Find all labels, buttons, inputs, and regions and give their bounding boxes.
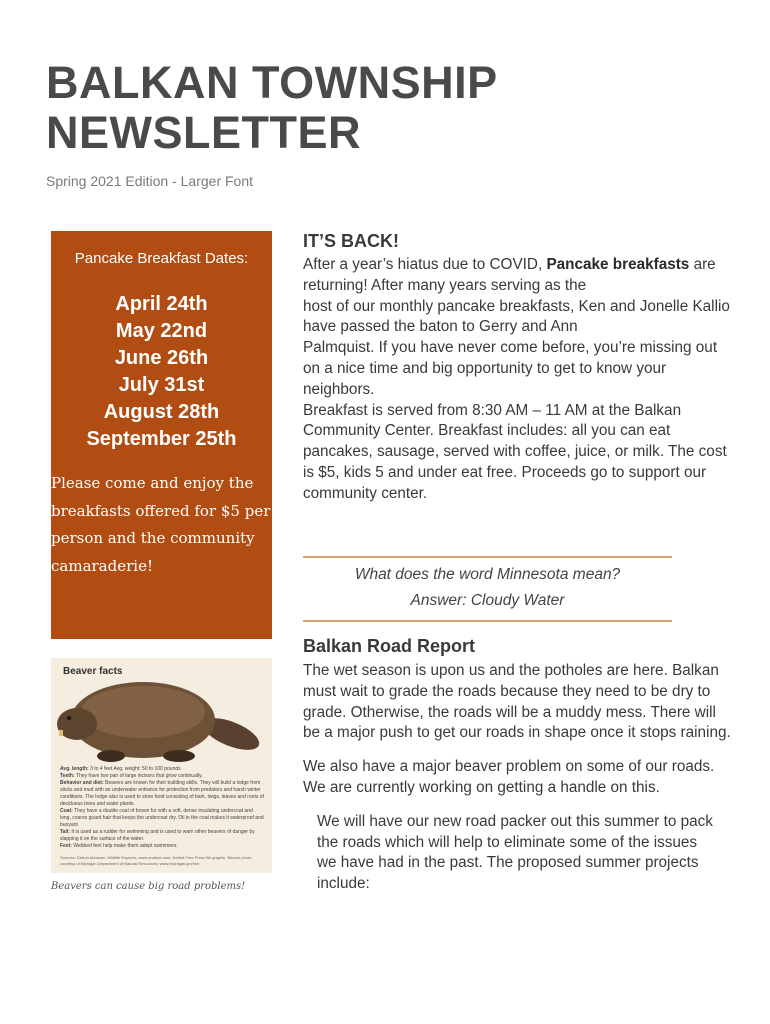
beaver-image-title: Beaver facts [63,666,123,677]
breakfast-date: August 28th [103,401,220,423]
beaver-illustration [51,668,272,766]
sidebar-heading: Pancake Breakfast Dates: [74,250,249,267]
breakfast-date: May 22nd [115,320,208,342]
its-back-paragraph: host of our monthly pancake breakfasts, Ken and Jonelle Kallio have passed the baton to Gerry and Ann [303,297,730,336]
breakfast-date: April 24th [115,293,208,315]
beaver-image-source: Sources: Detroit Almanac; Wildlife Explorer; www.enature.com; Detroit Free Press file graphic. Beaver photo courtesy of Michigan Department of Natural Resources; www.michigan.gov/dnr [60,855,252,866]
trivia-bottom-rule [303,620,672,622]
road-report-paragraph: The wet season is upon us and the potholes are here. Balkan must wait to grade the roads because they need to be dry to grade. Otherwise, the roads will be a muddy mess. There will be a major push to get our roads in shape once it stops raining. [303,662,731,742]
sidebar-invite-text: Please come and enjoy the breakfasts offered for $5 per person and the community camaraderie! [51,474,271,575]
road-report-paragraph: We also have a major beaver problem on some of our roads. We are currently working on getting a handle on this. [303,758,715,796]
beaver-image-caption: Beavers can cause big road problems! [51,881,246,892]
breakfast-dates-list [51,291,272,453]
beaver-facts-image [51,658,272,873]
beaver-fact: Coat: They have a double coat of brown fur with a soft, dense insulating undercoat and long, coarse guard hair that keeps the undercoat dry. Oil in the coat makes it waterproof and buoyant. [60,808,264,828]
road-report-heading: Balkan Road Report [303,636,476,656]
beaver-fact: Behavior and diet: Beavers are known for their building skills. They will build a lodge from sticks and mud with an underwater entrance for protection from predators and harsh winter conditions. The lodge also is used to store food consisting of bark, twigs, leaves and roots of deciduous trees and water plants. [60,780,264,807]
breakfast-date: July 31st [118,374,205,396]
trivia-top-rule [303,556,672,558]
beaver-fact: Tail: It is used as a rudder for swimming and is used to warn other beavers of danger by slapping it on the surface of the water. [60,829,255,842]
its-back-heading: IT’S BACK! [303,231,399,251]
edition-subtitle: Spring 2021 Edition - Larger Font [46,173,254,189]
beaver-facts-list [60,766,265,850]
trivia-box [303,562,672,614]
pancake-dates-sidebar [51,231,272,639]
newsletter-title: BALKAN TOWNSHIP NEWSLETTER [46,57,497,158]
its-back-paragraph: After a year’s hiatus due to COVID, Pancake breakfasts are returning! After many years serving as the [303,256,716,294]
its-back-paragraph: Breakfast is served from 8:30 AM – 11 AM at the Balkan Community Center. Breakfast includes: all you can eat pancakes, sausage, served with coffee, juice, or milk. The cost is $5, kids 5 and under eat free. Proceeds go to support our community center. [303,401,727,502]
road-report-section [303,636,733,895]
beaver-fact: Teeth: They have two pair of large incisors that grow continually. [60,773,203,779]
breakfast-date: September 25th [86,428,237,450]
its-back-section [303,231,733,505]
beaver-fact: Avg. length: 3 to 4 feet Avg. weight: 50 to 100 pounds [60,766,181,772]
breakfast-date: June 26th [114,347,209,369]
beaver-fact: Feet: Webbed feet help make them adept swimmers. [60,843,178,849]
road-report-paragraph: We will have our new road packer out this summer to pack the roads which will help to eliminate some of the issues we have had in the past. The proposed summer projects include: [317,812,713,893]
trivia-question: What does the word Minnesota mean? [354,566,621,583]
its-back-paragraph: Palmquist. If you have never come before, you’re missing out on a nice time and big opportunity to get to know your neighbors. [303,339,718,398]
trivia-answer: Answer: Cloudy Water [410,592,565,609]
